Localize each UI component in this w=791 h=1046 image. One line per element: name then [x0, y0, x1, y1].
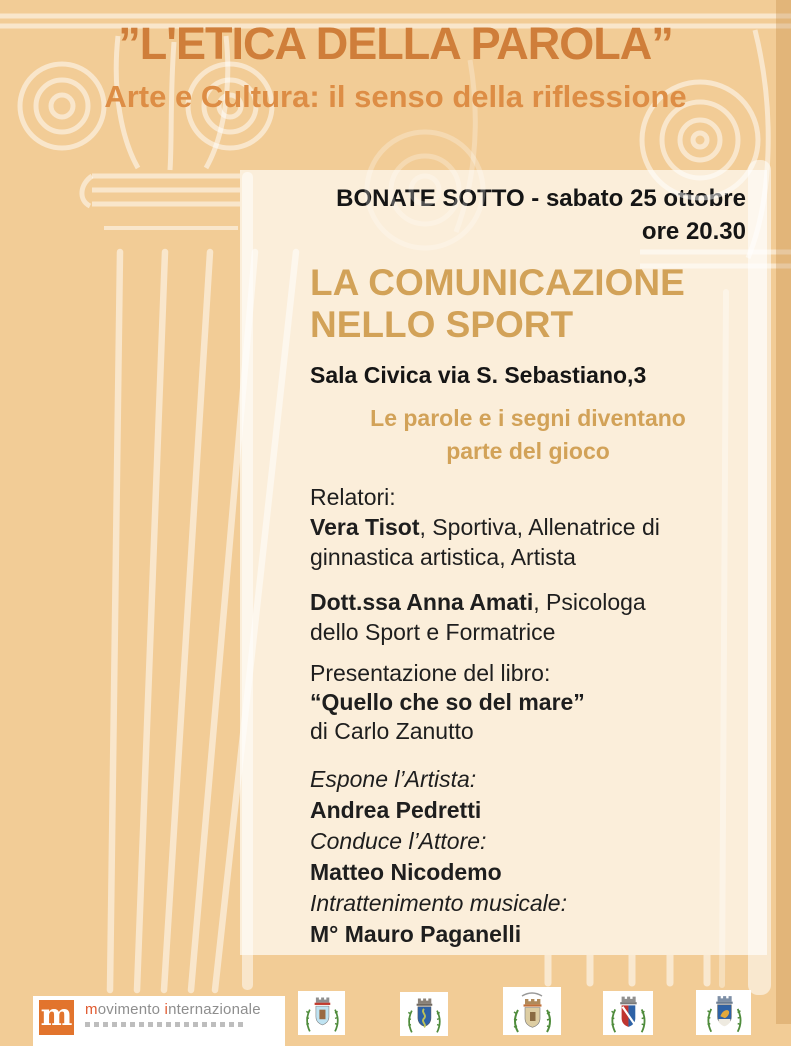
event-title-line2: NELLO SPORT — [310, 304, 574, 345]
logo-text-block — [85, 1001, 261, 1027]
coat-of-arms-icon — [703, 992, 745, 1035]
speaker-2-role-line2: dello Sport e Formatrice — [310, 619, 556, 645]
coat-of-arms-tile — [400, 992, 448, 1036]
movimento-internazionale-logo — [33, 996, 285, 1046]
poster-header — [0, 0, 791, 116]
event-title — [310, 262, 746, 346]
logo-word1-initial: m — [85, 1001, 98, 1018]
m-logo-icon: m — [40, 998, 73, 1033]
tagline-line2: parte del gioco — [446, 438, 610, 464]
logo-word2-initial: i — [164, 1001, 169, 1018]
logo-word1-rest: ovimento — [97, 1001, 165, 1018]
host-label: Conduce l’Attore: — [310, 828, 487, 854]
coat-of-arms-icon — [509, 989, 555, 1035]
poster-title: ”L'ETICA DELLA PAROLA” — [118, 18, 673, 69]
speakers-block — [310, 482, 746, 572]
speaker-1-role: , Sportiva, Allenatrice di — [419, 514, 660, 540]
event-date-block — [310, 182, 746, 248]
exhibit-label: Espone l’Artista: — [310, 766, 477, 792]
event-title-line1: LA COMUNICAZIONE — [310, 262, 685, 303]
coat-of-arms-icon — [607, 993, 649, 1035]
speaker-2-name: Dott.ssa Anna Amati — [310, 589, 534, 615]
speaker-1 — [310, 512, 746, 572]
speaker-1-name: Vera Tisot — [310, 514, 420, 540]
content-card — [240, 170, 767, 955]
music-label: Intrattenimento musicale: — [310, 890, 567, 916]
coat-of-arms-tile — [503, 987, 561, 1035]
logo-text — [85, 1001, 261, 1018]
speakers-label: Relatori: — [310, 484, 396, 510]
book-author: di Carlo Zanutto — [310, 718, 474, 744]
speaker-1-role-line2: ginnastica artistica, Artista — [310, 544, 576, 570]
event-venue: Sala Civica via S. Sebastiano,3 — [310, 362, 647, 388]
coat-of-arms-icon — [404, 994, 444, 1036]
coat-of-arms-tile — [298, 991, 345, 1035]
book-presentation-block — [310, 659, 746, 746]
book-label: Presentazione del libro: — [310, 660, 551, 686]
music-name: M° Mauro Paganelli — [310, 921, 522, 947]
host-name: Matteo Nicodemo — [310, 859, 502, 885]
coat-of-arms-tile — [603, 991, 653, 1035]
credits-block — [310, 764, 746, 950]
exhibit-name: Andrea Pedretti — [310, 797, 482, 823]
book-title: “Quello che so del mare” — [310, 689, 585, 715]
poster-subtitle: Arte e Cultura: il senso della riflessione — [104, 79, 687, 114]
coat-of-arms-icon — [302, 993, 342, 1035]
event-location-date: BONATE SOTTO - sabato 25 ottobre — [336, 185, 746, 212]
logo-word2-rest: nternazionale — [168, 1001, 261, 1018]
speaker-2 — [310, 587, 746, 647]
speaker-2-role: , Psicologa — [533, 589, 646, 615]
event-time: ore 20.30 — [641, 218, 746, 245]
logo-subline-clipped — [85, 1022, 245, 1027]
coat-of-arms-tile — [696, 990, 751, 1035]
tagline-line1: Le parole e i segni diventano — [370, 405, 686, 431]
event-tagline — [310, 402, 746, 468]
